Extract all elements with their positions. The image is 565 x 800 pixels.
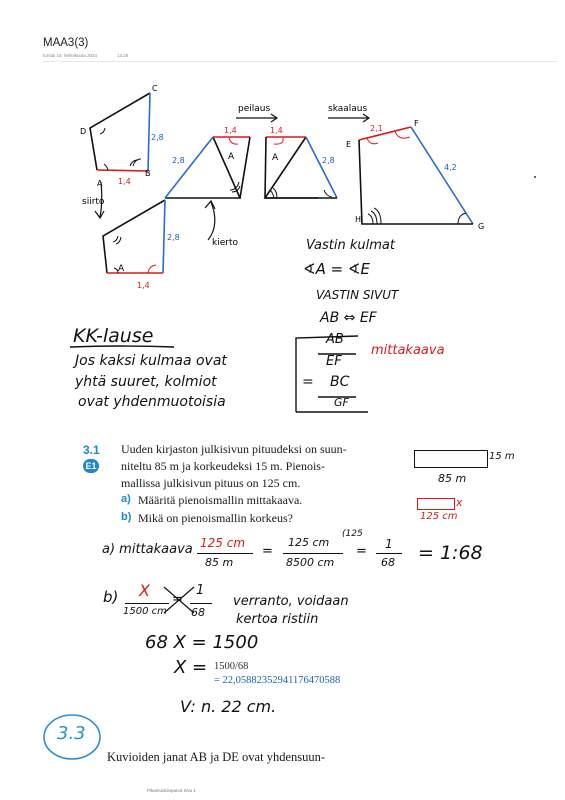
exercise-line1: Uuden kirjaston julkisivun pituudeksi on suun- bbox=[121, 442, 347, 456]
exercise-line2: niteltu 85 m ja korkeudeksi 15 m. Pienois- bbox=[121, 459, 325, 473]
solution-typed-result: = 22,0588235294117647058​8 bbox=[214, 675, 341, 686]
solution-a-eq2: = bbox=[356, 544, 367, 559]
quad-original bbox=[90, 93, 150, 171]
label-a3: A bbox=[228, 152, 235, 162]
kk-title: KK-lause bbox=[73, 325, 154, 347]
fraction-bar-a2 bbox=[283, 553, 343, 554]
exercise-a-text: Määritä pienoismallin mittakaava. bbox=[138, 493, 303, 507]
ratio-den1: EF bbox=[326, 354, 342, 369]
ratio-den2: GF bbox=[334, 396, 349, 409]
label-peilaus: peilaus bbox=[238, 104, 271, 114]
solution-a-result: = 1:68 bbox=[418, 542, 483, 564]
label-a4: A bbox=[272, 153, 279, 163]
solution-a-num2: 125 cm bbox=[288, 536, 330, 549]
quad-translated bbox=[103, 200, 165, 273]
exercise-b-text: Mikä on pienoismallin korkeus? bbox=[138, 511, 293, 525]
sketch-model-rect bbox=[417, 498, 455, 510]
len-28b: 2,8 bbox=[167, 233, 180, 242]
ratio-num2: BC bbox=[330, 374, 350, 390]
label-h: H bbox=[355, 215, 362, 224]
kk-line2: yhtä suuret, kolmiot bbox=[75, 374, 217, 390]
page-footer: Pikamuistiinpanot Sivu 1 bbox=[147, 788, 197, 793]
solution-a-num3: 1 bbox=[385, 537, 393, 551]
label-e: E bbox=[346, 140, 352, 149]
solution-eq2: X = bbox=[174, 657, 208, 678]
page-time: 13.25 bbox=[117, 53, 129, 58]
solution-b-label: b) bbox=[103, 588, 119, 606]
ratio-eq: = bbox=[302, 374, 314, 390]
solution-b-eq: = bbox=[172, 592, 183, 607]
len-bc: 2,8 bbox=[151, 133, 164, 142]
solution-b-den2: 68 bbox=[191, 606, 205, 619]
exercise-line3: mallissa julkisivun pituus on 125 cm. bbox=[121, 476, 301, 490]
label-c: C bbox=[152, 84, 158, 93]
solution-a-den3: 68 bbox=[381, 556, 395, 569]
page-title: MAA3(3) bbox=[43, 37, 89, 49]
len-28d: 2,8 bbox=[322, 156, 335, 165]
note-angle-eq: ∢A = ∢E bbox=[303, 260, 370, 278]
label-a: A bbox=[97, 179, 103, 188]
solution-b-num2: 1 bbox=[196, 583, 205, 598]
exercise-3-3-label: 3.3 bbox=[57, 723, 86, 744]
fraction-bar-b2 bbox=[190, 603, 212, 604]
label-g: G bbox=[478, 222, 485, 231]
sketch-125cm: 125 cm bbox=[420, 511, 458, 522]
label-a2: A bbox=[118, 264, 125, 274]
sketch-15m: 15 m bbox=[489, 451, 515, 462]
sketch-85m: 85 m bbox=[438, 472, 467, 485]
fraction-bar-a3 bbox=[376, 553, 402, 554]
exercise-3-3-text: Kuvioiden janat AB ja DE ovat yhdensuun- bbox=[107, 750, 326, 764]
transformation-figure bbox=[0, 0, 565, 300]
label-f: F bbox=[414, 119, 419, 128]
solution-a-eq1: = bbox=[262, 544, 273, 559]
sketch-building-rect bbox=[414, 450, 488, 468]
solution-a-num1: 125 cm bbox=[200, 536, 246, 550]
stray-dot bbox=[534, 176, 536, 178]
quad-mirrored bbox=[265, 137, 337, 198]
label-siirto: siirto bbox=[82, 197, 105, 207]
exercise-b-letter: b) bbox=[121, 511, 132, 523]
len-14d: 1,4 bbox=[270, 126, 283, 135]
len-42: 4,2 bbox=[444, 163, 457, 172]
label-skaalaus: skaalaus bbox=[328, 104, 368, 114]
kk-underline bbox=[68, 344, 178, 350]
exercise-a-letter: a) bbox=[121, 493, 131, 505]
solution-a-den1: 85 m bbox=[205, 556, 234, 569]
exercise-number: 3.1 bbox=[83, 443, 100, 457]
fraction-bar-a1 bbox=[197, 553, 253, 554]
label-b: B bbox=[145, 169, 151, 178]
label-d: D bbox=[80, 127, 87, 136]
quad-scaled bbox=[359, 127, 473, 224]
solution-a-label: a) mittakaava bbox=[102, 542, 193, 557]
quad-rotated bbox=[165, 137, 250, 198]
solution-b-num1: X bbox=[139, 581, 150, 600]
note-sides-corr: AB ⇔ EF bbox=[320, 310, 377, 326]
sketch-x: x bbox=[456, 496, 463, 509]
note-vastin-sivut: VASTIN SIVUT bbox=[316, 288, 399, 302]
solution-typed-fraction: 1500/68 bbox=[214, 661, 249, 672]
len-14b: 1,4 bbox=[137, 281, 150, 290]
solution-answer: V: n. 22 cm. bbox=[180, 697, 277, 716]
len-14c: 1,4 bbox=[224, 126, 237, 135]
note-vastin-kulmat: Vastin kulmat bbox=[306, 238, 395, 253]
exercise-badge: E1 bbox=[83, 459, 99, 473]
solution-eq1: 68 X = 1500 bbox=[145, 632, 259, 653]
label-kierto: kierto bbox=[212, 238, 238, 248]
len-ab: 1,4 bbox=[118, 177, 131, 186]
len-21: 2,1 bbox=[370, 124, 383, 133]
ratio-num1: AB bbox=[326, 332, 344, 347]
solution-a-den2: 8500 cm bbox=[286, 556, 335, 569]
solution-b-comment1: verranto, voidaan bbox=[233, 594, 349, 609]
note-mittakaava: mittakaava bbox=[371, 343, 445, 358]
len-28c: 2,8 bbox=[172, 156, 185, 165]
solution-b-comment2: kertoa ristiin bbox=[236, 612, 319, 627]
page-date: torstai 15. helmikuuta 2024 bbox=[43, 53, 98, 58]
solution-a-reduce: (125 bbox=[342, 529, 363, 539]
kk-line1: Jos kaksi kulmaa ovat bbox=[75, 353, 227, 369]
kk-line3: ovat yhdenmuotoisia bbox=[78, 394, 226, 410]
solution-b-den1: 1500 cm bbox=[123, 606, 167, 617]
